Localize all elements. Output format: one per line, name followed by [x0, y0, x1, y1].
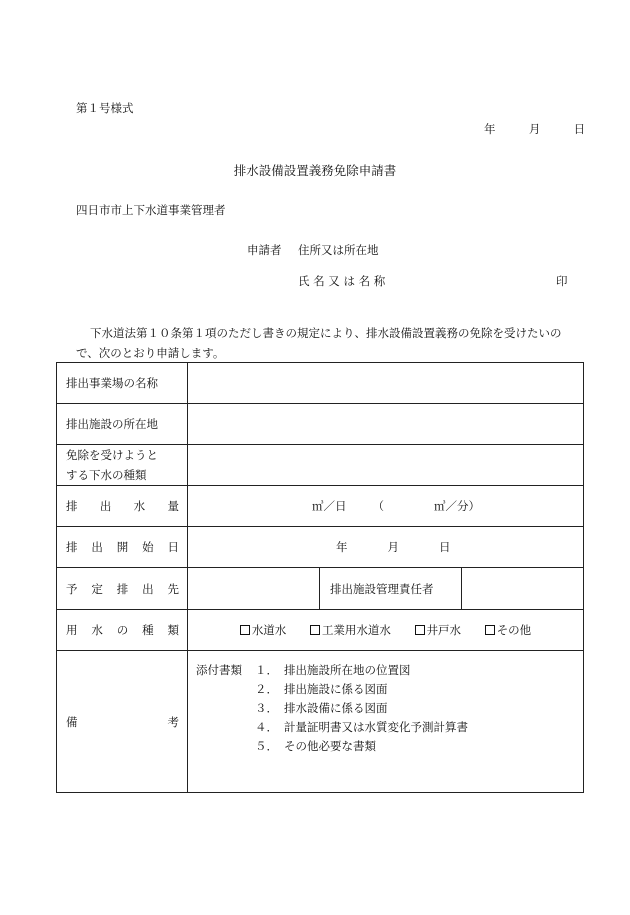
label-char: 排: [66, 499, 78, 513]
start-month: 月: [387, 540, 399, 554]
checkbox-label: 工業用水道水: [321, 623, 391, 637]
attachments-list: [188, 651, 583, 776]
label-discharge-volume: [57, 486, 188, 527]
attachment-text: 排出施設に係る図面: [284, 682, 388, 696]
label-char: の: [116, 623, 129, 637]
label-char: 排: [66, 540, 78, 554]
page-title: 排水設備設置義務免除申請書: [233, 163, 397, 178]
unit-per-minute: ㎥／分）: [434, 499, 480, 513]
attachment-item: [196, 737, 575, 756]
date-month: 月: [528, 122, 541, 136]
checkbox-well-water[interactable]: [415, 622, 462, 638]
row-remarks: [57, 651, 584, 793]
label-char: 水: [133, 499, 146, 513]
label-char: 種: [142, 623, 154, 637]
field-remarks: [188, 651, 584, 793]
checkbox-industrial-water[interactable]: [310, 622, 391, 638]
paren-open: （: [372, 499, 384, 513]
checkbox-label: 井戸水: [426, 623, 462, 637]
row-discharge-volume: [57, 486, 584, 527]
attachment-text: 排水設備に係る図面: [284, 701, 388, 715]
attachment-text: 計量証明書又は水質変化予測計算書: [284, 720, 468, 734]
label-char: 先: [167, 581, 179, 596]
label-char: 予: [66, 581, 78, 596]
attachment-num: ２．: [255, 682, 278, 696]
label-char: 用: [66, 623, 78, 637]
checkbox-label: 水道水: [251, 623, 287, 637]
label-destination: [57, 568, 188, 610]
label-char: 水: [91, 623, 103, 637]
label-char: 類: [167, 623, 179, 637]
label-char: 排: [116, 581, 129, 596]
label-business-name: 排出事業場の名称: [57, 363, 188, 404]
label-char: 出: [99, 499, 112, 513]
unit-per-day: ㎥／日: [312, 499, 347, 513]
label-char: 備: [66, 714, 78, 729]
label-manager: 排出施設管理責任者: [320, 568, 462, 609]
attachment-text: その他必要な書類: [284, 739, 376, 753]
applicant-name-label: 氏 名 又 は 名 称: [298, 274, 386, 288]
field-facility-location[interactable]: [188, 404, 584, 445]
label-start-date: [57, 527, 188, 568]
attachment-text: 排出施設所在地の位置図: [284, 663, 411, 677]
attachment-item: [196, 680, 575, 699]
checkbox-icon: [240, 625, 250, 635]
spacer: [196, 718, 252, 737]
applicant-label: 申請者: [247, 243, 282, 257]
label-exemption-line2: する下水の種類: [66, 468, 147, 482]
checkbox-icon: [310, 625, 320, 635]
label-exemption-type: [57, 445, 188, 486]
field-exemption-type[interactable]: [188, 445, 584, 486]
checkbox-icon: [485, 625, 495, 635]
attachment-item: [196, 718, 575, 737]
spacer: [196, 680, 252, 699]
checkbox-tap-water[interactable]: [240, 622, 287, 638]
label-water-type: [57, 610, 188, 651]
seal-mark: 印: [556, 274, 568, 288]
label-remarks: [57, 651, 188, 793]
label-char: 考: [167, 714, 179, 729]
label-facility-location: 排出施設の所在地: [57, 404, 188, 445]
field-water-type: [188, 610, 584, 651]
checkbox-other[interactable]: [485, 622, 532, 638]
date-day: 日: [573, 122, 586, 136]
field-destination-row: [188, 568, 584, 610]
attachment-num: １．: [255, 663, 278, 677]
attachment-num: ３．: [255, 701, 278, 715]
label-char: 定: [91, 581, 103, 596]
row-exemption-type: [57, 445, 584, 486]
row-destination: [57, 568, 584, 610]
row-start-date: [57, 527, 584, 568]
label-char: 始: [142, 540, 154, 554]
attachments-heading: 添付書類: [196, 663, 242, 677]
start-year: 年: [336, 540, 348, 554]
application-table: [56, 362, 584, 793]
attachment-num: ４．: [255, 720, 278, 734]
field-destination[interactable]: [188, 568, 320, 609]
spacer: [196, 699, 252, 718]
row-water-type: [57, 610, 584, 651]
row-business-name: [57, 363, 584, 404]
field-business-name[interactable]: [188, 363, 584, 404]
body-text: 下水道法第１０条第１項のただし書きの規定により、排水設備設置義務の免除を受けたいので、次のとおり申請します。: [76, 326, 562, 360]
checkbox-icon: [415, 625, 425, 635]
spacer: [196, 737, 252, 756]
field-manager[interactable]: [462, 568, 583, 609]
applicant-address-label: 住所又は所在地: [298, 243, 379, 257]
date-year: 年: [484, 122, 496, 136]
label-exemption-line1: 免除を受けようと: [66, 448, 158, 462]
label-char: 量: [167, 499, 179, 513]
label-char: 開: [116, 540, 129, 554]
row-facility-location: [57, 404, 584, 445]
label-char: 出: [91, 540, 103, 554]
attachment-item: [196, 661, 575, 680]
addressee: 四日市市上下水道事業管理者: [76, 203, 226, 217]
start-day: 日: [439, 540, 451, 554]
checkbox-label: その他: [496, 623, 532, 637]
label-char: 出: [142, 581, 154, 596]
attachment-item: [196, 699, 575, 718]
label-char: 日: [167, 540, 179, 554]
attachment-num: ５．: [255, 739, 278, 753]
form-number: 第１号様式: [76, 101, 134, 115]
date-line: [484, 124, 585, 136]
field-start-date[interactable]: [188, 527, 584, 568]
field-discharge-volume[interactable]: [188, 486, 584, 527]
